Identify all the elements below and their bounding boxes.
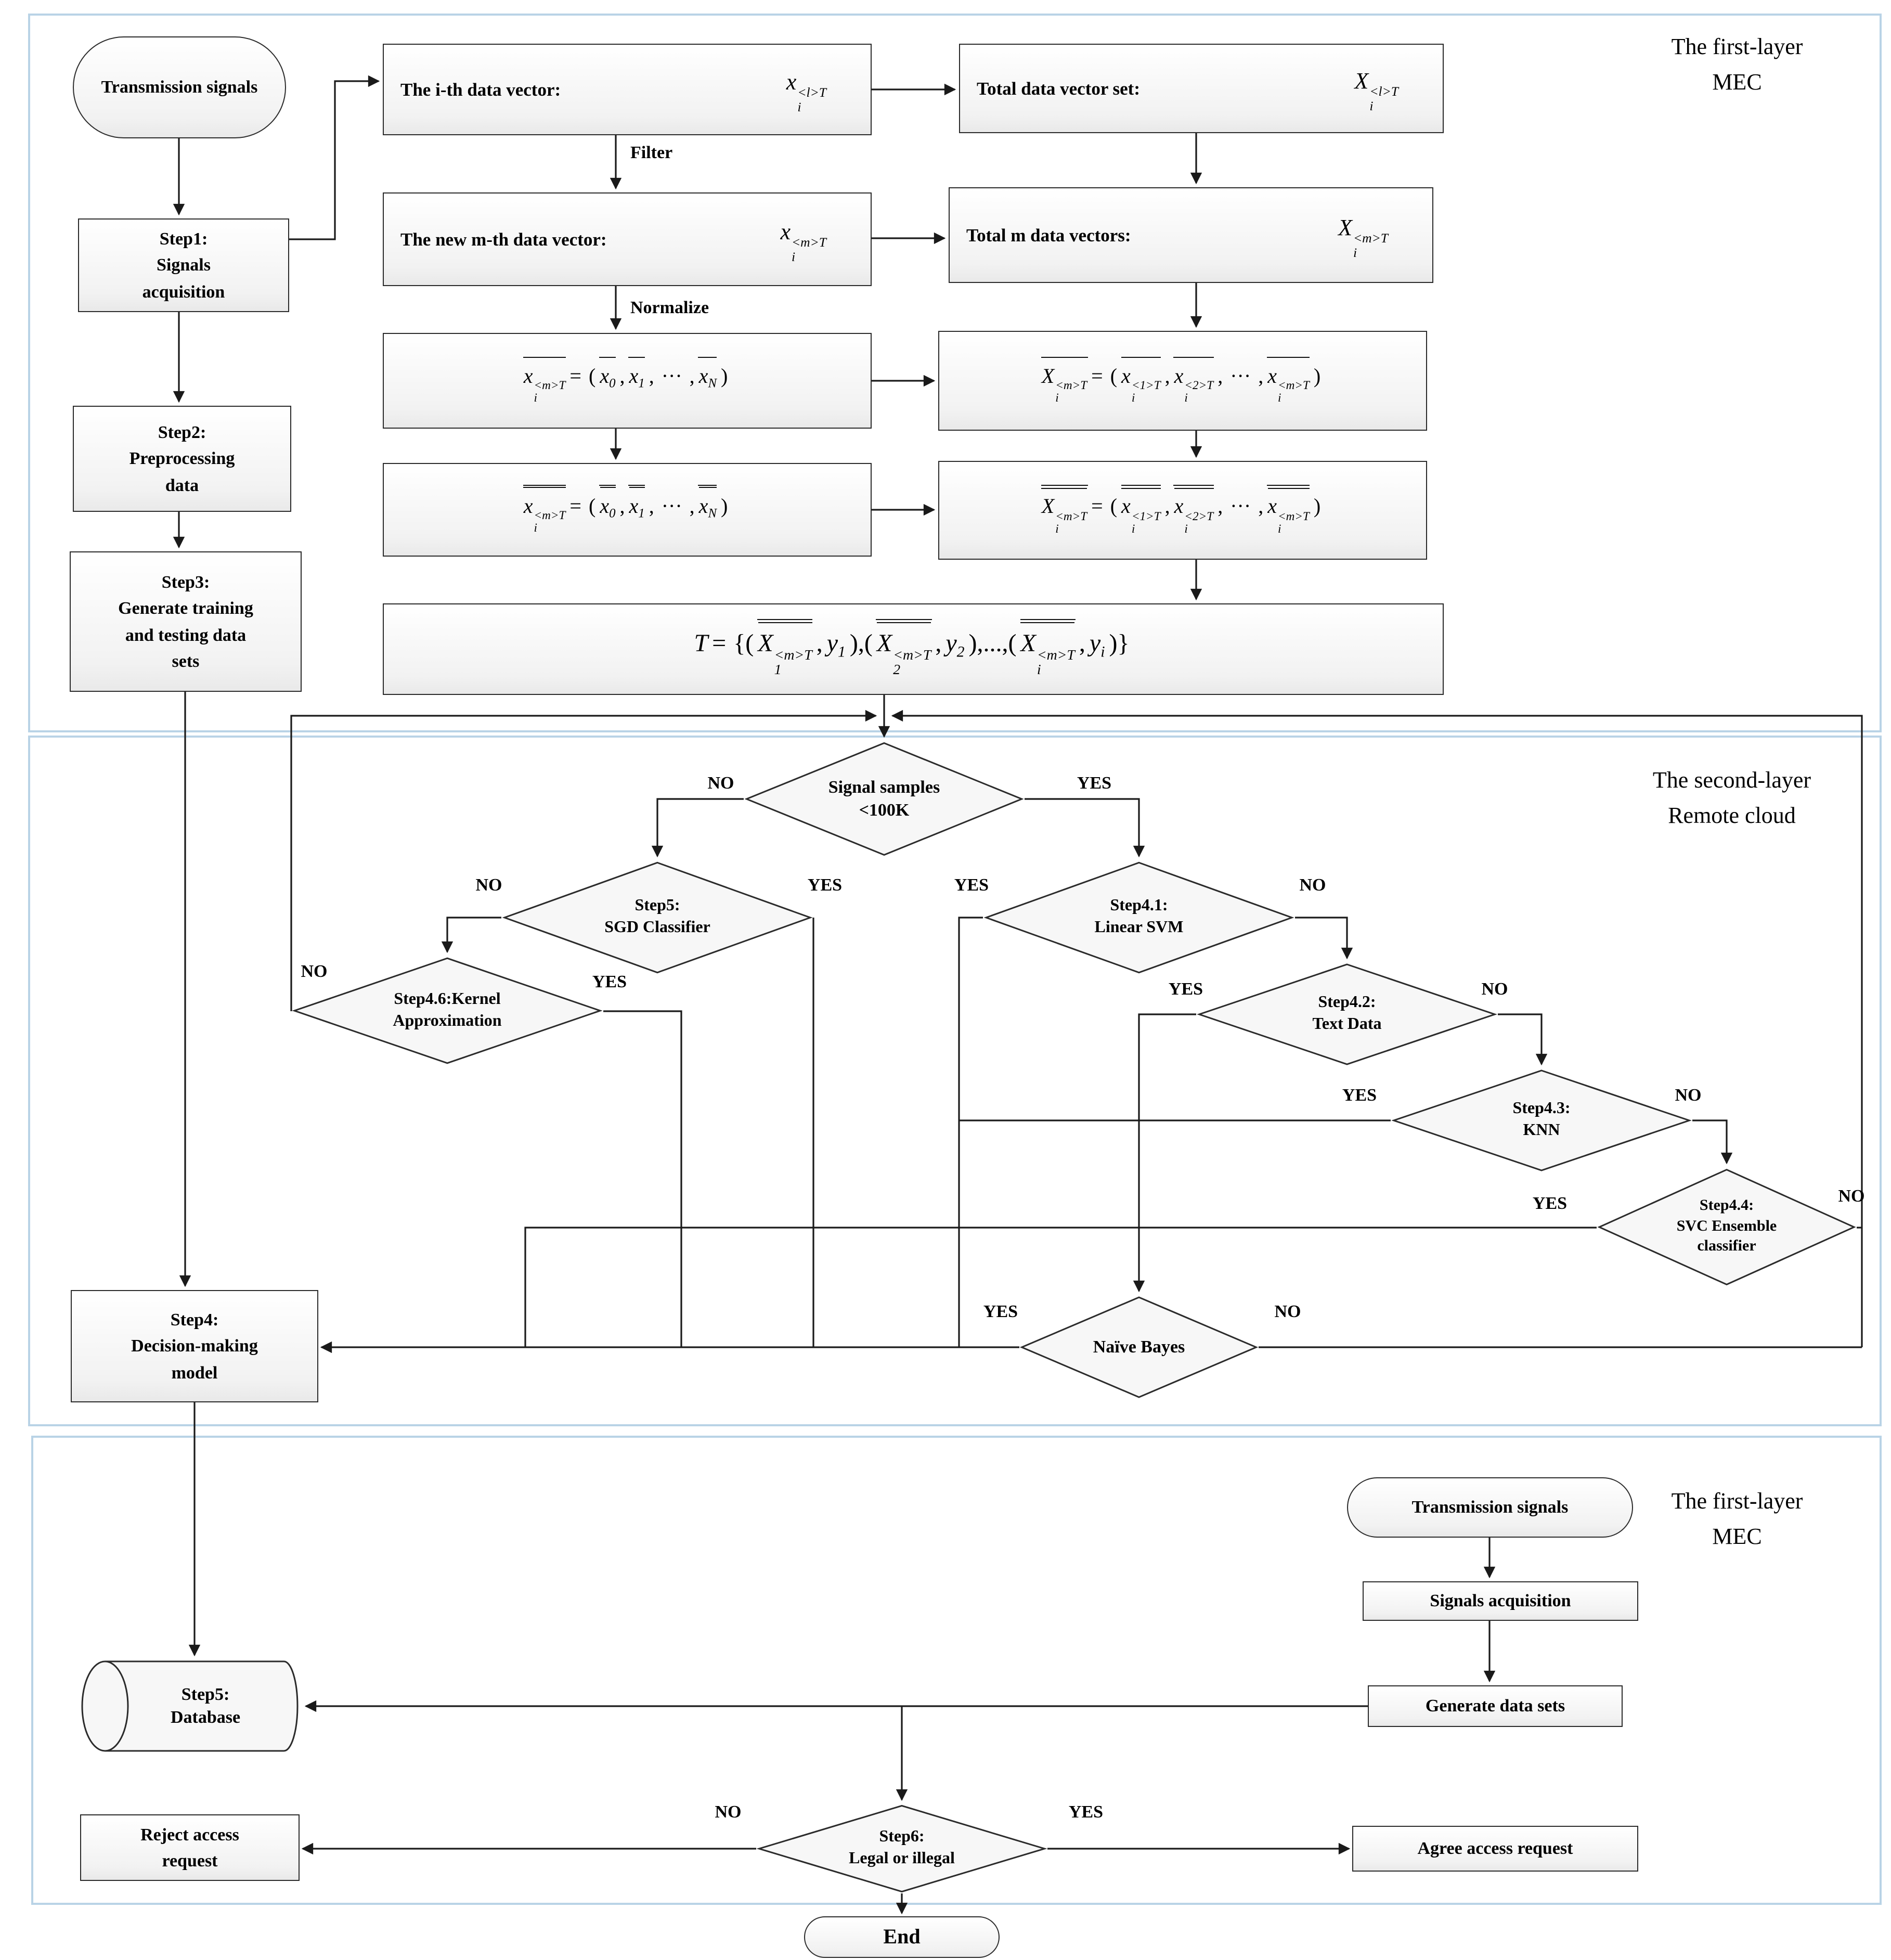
samples-no-label: NO — [707, 773, 734, 793]
text-line: Text Data — [1312, 1015, 1382, 1033]
edge-svm-yes-drop — [959, 918, 983, 1347]
ith-data-vector-box — [383, 44, 872, 135]
training-set-T-box — [383, 603, 1444, 695]
text-line: request — [162, 1851, 218, 1871]
text-line: acquisition — [142, 281, 225, 302]
text-line: data — [165, 475, 199, 495]
total-m-data-vectors-box — [949, 187, 1433, 283]
kernel-no-label: NO — [301, 961, 328, 981]
text-line: Step1: — [159, 228, 208, 249]
step4-decision-making-model — [71, 1290, 318, 1402]
svm-no-label: NO — [1299, 875, 1326, 895]
double-normalized-X-set-formula: X <m>T i = ( x <1>T i , x <2>T i , ··· , x <m>T i ) — [1041, 485, 1325, 535]
text-line: Naïve Bayes — [1093, 1336, 1185, 1357]
text-line: Legal or illegal — [849, 1850, 955, 1867]
reject-access-request-box — [80, 1814, 300, 1881]
mth-vector-formula: x <m>T i — [780, 218, 826, 264]
double-normalized-x-formula: x <m>T i = ( $x_0$ , $x_1$ , ··· , $x_N$ ) — [523, 484, 732, 535]
text-line: model — [171, 1362, 218, 1383]
decision-knn — [1391, 1068, 1692, 1172]
text-line: The first-layer — [1671, 33, 1803, 59]
total-m-label: Total m data vectors: — [966, 224, 1131, 246]
text-line: Signals acquisition — [1430, 1591, 1571, 1611]
text-no-label: NO — [1481, 979, 1508, 999]
text-line: KNN — [1523, 1121, 1560, 1139]
ith-vector-label: The i-th data vector: — [400, 79, 561, 100]
text-line: Step4.4: — [1699, 1197, 1754, 1215]
bottom-layer-label — [1607, 1484, 1867, 1554]
double-normalized-x-box — [383, 463, 872, 557]
top-layer-label — [1607, 29, 1867, 100]
edge-text-no-knn — [1498, 1014, 1542, 1064]
filter-edge-label: Filter — [630, 143, 673, 162]
edge-sgd-no-kernel — [447, 918, 501, 952]
text-line: The first-layer — [1671, 1488, 1803, 1514]
step6-no-label: NO — [715, 1802, 742, 1822]
total-set-label: Total data vector set: — [977, 78, 1140, 99]
text-line: Generate training — [118, 598, 253, 618]
svm-yes-label: YES — [954, 875, 989, 895]
step1-signals-acquisition — [78, 218, 289, 312]
normalized-X-set-box — [938, 331, 1427, 431]
step3-generate-datasets — [70, 551, 302, 692]
edge-samples-no-sgd — [657, 799, 744, 856]
text-line: sets — [172, 651, 200, 671]
normalize-edge-label: Normalize — [630, 298, 709, 317]
start-node-transmission-signals — [73, 36, 286, 138]
text-line: Transmission signals — [101, 77, 258, 97]
text-line: Preprocessing — [129, 448, 235, 469]
text-line: Step4.3: — [1512, 1100, 1571, 1118]
normalized-x-box — [383, 333, 872, 429]
text-line: Step4.2: — [1318, 994, 1376, 1012]
signals-acquisition-box — [1363, 1581, 1638, 1621]
text-line: Step3: — [161, 572, 210, 591]
decision-svc-ensemble — [1597, 1167, 1857, 1287]
decision-signal-samples — [744, 741, 1025, 857]
decision-linear-svm — [983, 860, 1295, 975]
text-line: Linear SVM — [1094, 919, 1184, 936]
total-data-vector-set-box — [959, 44, 1444, 133]
knn-yes-label: YES — [1342, 1085, 1377, 1105]
kernel-yes-label: YES — [592, 972, 627, 991]
knn-no-label: NO — [1675, 1085, 1702, 1105]
step2-preprocessing-data — [73, 406, 291, 512]
text-line: Reject access — [140, 1824, 239, 1844]
agree-access-request-box — [1352, 1826, 1638, 1872]
total-m-formula: X <m>T i — [1338, 214, 1388, 260]
text-line: Decision-making — [131, 1336, 258, 1356]
decision-naive-bayes — [1019, 1295, 1259, 1399]
decision-text-data — [1196, 962, 1498, 1066]
text-line: Agree access request — [1417, 1838, 1573, 1859]
text-line: Signals — [157, 255, 211, 275]
text-line: Generate data sets — [1425, 1696, 1565, 1716]
text-line: <100K — [859, 800, 910, 820]
text-line: Step4.1: — [1110, 897, 1168, 915]
sgd-yes-label: YES — [807, 875, 843, 895]
text-yes-label: YES — [1168, 979, 1203, 999]
text-line: Step5: — [181, 1684, 230, 1704]
generate-data-sets-box — [1368, 1685, 1623, 1727]
edge-step1-ith — [289, 81, 379, 239]
nb-yes-label: YES — [983, 1301, 1018, 1321]
edge-samples-yes-svm — [1025, 799, 1139, 856]
new-mth-data-vector-box — [383, 192, 872, 286]
text-line: Remote cloud — [1668, 802, 1796, 829]
samples-yes-label: YES — [1077, 773, 1112, 793]
nb-no-label: NO — [1274, 1301, 1301, 1321]
normalized-X-set-formula: X <m>T i = ( x <1>T i , x <2>T i , ··· , x <m>T i ) — [1041, 356, 1325, 405]
mth-vector-label: The new m-th data vector: — [400, 228, 607, 250]
decision-kernel-approximation — [291, 956, 603, 1065]
svc-yes-label: YES — [1532, 1193, 1568, 1213]
text-line: Signal samples — [828, 777, 940, 797]
text-line: MEC — [1712, 69, 1762, 95]
text-line: Step4.6:Kernel — [394, 990, 501, 1008]
text-line: Step2: — [158, 422, 206, 442]
step6-yes-label: YES — [1068, 1802, 1104, 1822]
training-set-T-formula: T = {( X <m>T 1 , $y_1$ ),( X <m>T 2 , $y_2$ ),...,( X <m>T i , $y_i$ )} — [693, 619, 1133, 679]
text-line: Transmission signals — [1411, 1497, 1569, 1517]
step5-database-cylinder — [80, 1659, 302, 1753]
edge-kernel-yes-drop — [603, 1011, 681, 1347]
text-line: MEC — [1712, 1523, 1762, 1550]
double-normalized-X-set-box — [938, 461, 1427, 560]
text-line: SGD Classifier — [604, 919, 710, 936]
text-line: Step6: — [879, 1828, 925, 1846]
text-line: End — [883, 1926, 921, 1949]
total-set-formula: X <l>T i — [1354, 68, 1398, 113]
text-line: Step5: — [634, 897, 680, 915]
normalized-x-formula: x <m>T i = ( $x_0$ , $x_1$ , ··· , $x_N$ ) — [523, 356, 732, 405]
middle-layer-label — [1597, 763, 1867, 833]
text-line: SVC Ensemble — [1676, 1218, 1777, 1235]
edge-svm-no-text — [1295, 918, 1347, 958]
text-line: Approximation — [393, 1012, 502, 1029]
text-line: The second-layer — [1652, 767, 1811, 793]
text-line: and testing data — [125, 625, 247, 644]
start-node-transmission-signals-bottom — [1347, 1477, 1633, 1538]
ith-vector-formula: x <l>T i — [786, 69, 826, 114]
edge-text-yes-nb — [1139, 1014, 1196, 1291]
end-node — [804, 1916, 1000, 1958]
text-line: Step4: — [170, 1309, 219, 1330]
sgd-no-label: NO — [475, 875, 502, 895]
text-line: Database — [170, 1707, 241, 1727]
svc-no-label: NO — [1838, 1186, 1865, 1206]
decision-legal-or-illegal — [756, 1804, 1047, 1893]
edge-knn-no-svc — [1692, 1120, 1727, 1163]
text-line: classifier — [1697, 1238, 1756, 1255]
